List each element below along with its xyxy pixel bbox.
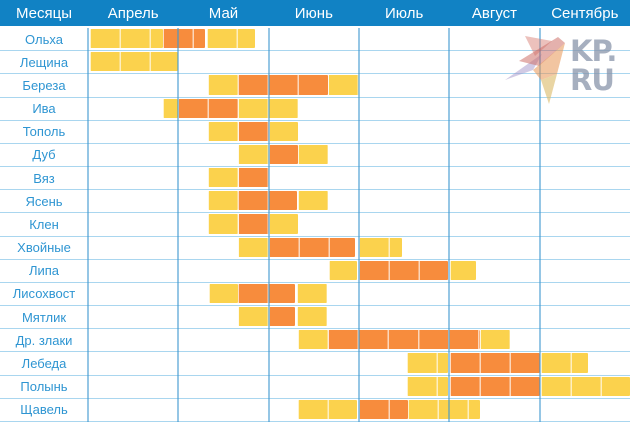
row-track [88,376,630,398]
chart-row [0,167,630,190]
chart-row [0,213,630,236]
chart-row [0,260,630,283]
chart-row [0,190,630,213]
chart-row [0,352,630,375]
row-label: Ива [32,101,56,117]
pollen-bar-high [238,122,269,141]
row-label: Лебеда [21,355,67,371]
row-label: Мятлик [21,309,67,325]
row-track [88,237,630,259]
pollen-bar-medium [450,261,475,280]
row-label: Полынь [20,379,68,395]
row-track [88,121,630,143]
chart-row [0,121,630,144]
pollen-bar-high [359,400,408,419]
row-label: Дуб [32,147,56,163]
pollen-bar-medium [238,145,269,164]
pollen-bar-medium [207,29,255,48]
pollen-bar-medium [238,238,269,257]
pollen-bar-medium [298,330,328,349]
row-track [88,352,630,374]
pollen-bar-medium [297,284,328,303]
pollen-bar-high [450,377,539,396]
row-track [88,190,630,212]
month-header-cell: Апрель [107,4,159,22]
months-header-label: Месяцы [15,4,72,22]
row-label: Береза [22,77,66,93]
pollen-bar-high [238,75,328,94]
row-track [88,329,630,351]
pollen-bar-high [269,307,295,326]
row-label: Ясень [25,193,63,209]
logo-text-ru: RU [570,63,614,97]
row-label: Др. злаки [15,332,73,348]
chart-row [0,376,630,399]
pollen-bar-medium [407,377,449,396]
pollen-bar-high [269,238,356,257]
pollen-bar-medium [209,284,238,303]
row-label: Щавель [20,402,68,418]
row-track [88,144,630,166]
pollen-bar-high [238,168,269,187]
pollen-bar-medium [541,377,630,396]
pollen-bar-medium [238,99,299,118]
chart-row [0,306,630,329]
kp-ru-logo [498,34,630,108]
pollen-bar-high [238,284,295,303]
pollen-bar-high [269,145,299,164]
row-label: Хвойные [17,240,71,256]
swallow-bird-icon [505,36,565,104]
pollen-bar-medium [408,400,480,419]
pollen-bar-medium [328,75,359,94]
month-header-cell: Август [471,4,518,22]
chart-row [0,144,630,167]
pollen-bar-high [238,214,269,233]
pollen-bar-medium [407,353,449,372]
pollen-bar-medium [269,214,299,233]
month-header-cell: Май [208,4,239,22]
pollen-bar-medium [541,353,587,372]
pollen-bar-high [238,191,297,210]
pollen-bar-high [359,261,448,280]
row-label: Лещина [19,54,69,70]
month-header-cell: Сентябрь [551,4,619,22]
pollen-bar-medium [90,29,163,48]
row-label: Ольха [25,31,63,47]
pollen-bar-high [450,353,539,372]
row-track [88,306,630,328]
pollen-bar-medium [208,168,238,187]
pollen-bar-medium [269,122,299,141]
pollen-bar-medium [297,307,328,326]
pollen-bar-medium [329,261,357,280]
row-track [88,167,630,189]
month-header-cell: Июль [385,4,424,22]
pollen-bar-medium [208,214,238,233]
row-label: Вяз [33,170,55,186]
month-header-row [88,0,630,26]
row-track [88,283,630,305]
row-track [88,213,630,235]
row-label: Липа [28,263,60,279]
pollen-bar-medium [208,75,238,94]
chart-row [0,237,630,260]
calendar-header [0,0,630,28]
month-header-cell: Июнь [294,4,333,22]
pollen-bar-medium [163,99,178,118]
pollen-bar-high [163,29,205,48]
row-label: Лисохвост [12,286,76,302]
pollen-bar-medium [298,191,329,210]
chart-row [0,283,630,306]
pollen-bar-high [178,99,238,118]
pollen-bar-medium [208,122,238,141]
row-track [88,260,630,282]
row-track [88,399,630,421]
pollen-bar-medium [208,191,238,210]
chart-row [0,329,630,352]
pollen-bar-medium [90,52,179,71]
pollen-bar-medium [359,238,402,257]
pollen-bar-medium [298,145,328,164]
pollen-bar-medium [238,307,269,326]
chart-row [0,399,630,422]
pollen-bar-medium [298,400,357,419]
pollen-bar-medium [480,330,510,349]
logo-text-kp: KP. [570,34,617,68]
pollen-bar-high [328,330,480,349]
row-label: Клен [29,216,59,232]
row-label: Тополь [22,124,66,140]
